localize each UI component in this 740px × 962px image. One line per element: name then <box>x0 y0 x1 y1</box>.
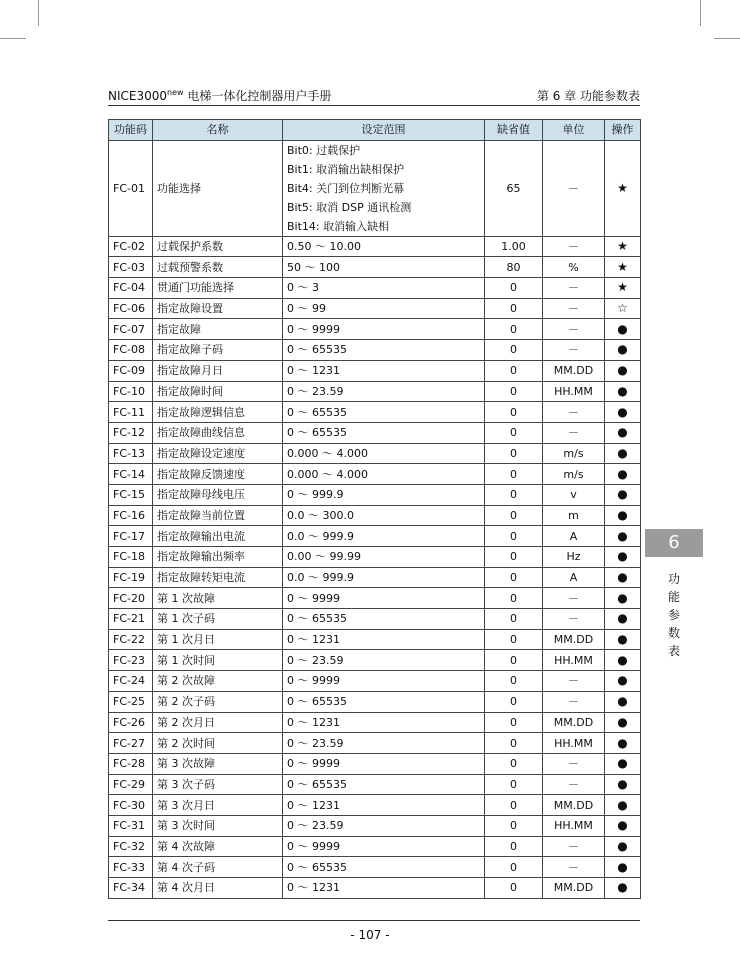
col-header-code: 功能码 <box>109 120 153 141</box>
table-row <box>109 340 641 361</box>
cell-op: ● <box>605 836 641 857</box>
cell-op: ● <box>605 443 641 464</box>
cell-code: FC-29 <box>109 774 153 795</box>
cell-unit: － <box>543 588 605 609</box>
cell-code: FC-33 <box>109 857 153 878</box>
cell-code: FC-09 <box>109 360 153 381</box>
cell-unit: HH.MM <box>543 815 605 836</box>
cell-range: 0 ～ 9999 <box>283 753 485 774</box>
cell-op: ● <box>605 567 641 588</box>
cell-default: 0 <box>485 815 543 836</box>
cell-default: 0 <box>485 402 543 423</box>
cell-unit: HH.MM <box>543 650 605 671</box>
crop-mark <box>700 0 701 26</box>
cell-unit: MM.DD <box>543 629 605 650</box>
cell-default: 1.00 <box>485 236 543 257</box>
cell-default: 0 <box>485 547 543 568</box>
cell-default: 0 <box>485 422 543 443</box>
cell-code: FC-07 <box>109 319 153 340</box>
cell-default: 0 <box>485 650 543 671</box>
cell-default: 0 <box>485 588 543 609</box>
chapter-title: 第 6 章 功能参数表 <box>536 89 640 103</box>
cell-unit: Hz <box>543 547 605 568</box>
cell-op: ● <box>605 319 641 340</box>
cell-name: 过载保护系数 <box>153 236 283 257</box>
crop-mark <box>38 0 39 26</box>
table-row <box>109 691 641 712</box>
cell-range <box>283 140 485 236</box>
cell-default: 0 <box>485 360 543 381</box>
table-row <box>109 443 641 464</box>
cell-code: FC-08 <box>109 340 153 361</box>
cell-range: 0 ～ 3 <box>283 278 485 299</box>
range-line: Bit4: 关门到位判断光幕 <box>287 181 405 195</box>
cell-unit: － <box>543 236 605 257</box>
cell-code: FC-03 <box>109 257 153 278</box>
col-header-range: 设定范围 <box>283 120 485 141</box>
cell-op: ● <box>605 402 641 423</box>
cell-op: ● <box>605 691 641 712</box>
cell-range: 0 ～ 9999 <box>283 836 485 857</box>
cell-code: FC-10 <box>109 381 153 402</box>
range-line: Bit5: 取消 DSP 通讯检测 <box>287 200 412 214</box>
cell-code: FC-28 <box>109 753 153 774</box>
cell-op: ● <box>605 547 641 568</box>
cell-code: FC-16 <box>109 505 153 526</box>
cell-unit: － <box>543 609 605 630</box>
cell-range: 0 ～ 1231 <box>283 878 485 899</box>
cell-range: 0 ～ 9999 <box>283 319 485 340</box>
cell-range: 0.0 ～ 300.0 <box>283 505 485 526</box>
cell-code: FC-23 <box>109 650 153 671</box>
table-row <box>109 712 641 733</box>
tab-label-char: 数 <box>667 626 680 640</box>
cell-name: 第 3 次子码 <box>153 774 283 795</box>
cell-name: 贯通门功能选择 <box>153 278 283 299</box>
cell-op: ● <box>605 857 641 878</box>
cell-default: 0 <box>485 278 543 299</box>
cell-range: 0 ～ 65535 <box>283 691 485 712</box>
table-row <box>109 650 641 671</box>
cell-code: FC-20 <box>109 588 153 609</box>
cell-range: 50 ～ 100 <box>283 257 485 278</box>
cell-code: FC-02 <box>109 236 153 257</box>
cell-name: 第 2 次时间 <box>153 733 283 754</box>
cell-range: 0 ～ 23.59 <box>283 650 485 671</box>
product-name: NICE3000 <box>108 89 168 103</box>
tab-label-char: 表 <box>667 644 680 658</box>
cell-code: FC-01 <box>109 140 153 236</box>
cell-default: 0 <box>485 319 543 340</box>
cell-op: ● <box>605 505 641 526</box>
cell-range: 0 ～ 9999 <box>283 671 485 692</box>
cell-unit: MM.DD <box>543 712 605 733</box>
cell-default: 0 <box>485 629 543 650</box>
cell-default: 0 <box>485 443 543 464</box>
cell-unit: － <box>543 753 605 774</box>
cell-op: ● <box>605 340 641 361</box>
cell-name: 第 3 次故障 <box>153 753 283 774</box>
cell-name: 第 3 次月日 <box>153 795 283 816</box>
table-row <box>109 878 641 899</box>
crop-mark <box>714 38 740 39</box>
cell-code: FC-15 <box>109 484 153 505</box>
table-row <box>109 422 641 443</box>
cell-name: 指定故障月日 <box>153 360 283 381</box>
parameter-table <box>108 119 641 899</box>
table-row <box>109 140 641 236</box>
cell-unit: MM.DD <box>543 878 605 899</box>
table-row <box>109 815 641 836</box>
cell-unit: m/s <box>543 443 605 464</box>
cell-default: 0 <box>485 609 543 630</box>
cell-code: FC-21 <box>109 609 153 630</box>
cell-default: 0 <box>485 795 543 816</box>
cell-unit: % <box>543 257 605 278</box>
table-row <box>109 795 641 816</box>
cell-range: 0 ～ 999.9 <box>283 484 485 505</box>
cell-unit: － <box>543 422 605 443</box>
cell-op: ● <box>605 733 641 754</box>
cell-unit: MM.DD <box>543 360 605 381</box>
range-line: Bit0: 过载保护 <box>287 143 361 157</box>
table-row <box>109 360 641 381</box>
range-line: Bit14: 取消输入缺相 <box>287 219 390 233</box>
cell-range: 0.000 ～ 4.000 <box>283 443 485 464</box>
cell-name: 第 4 次月日 <box>153 878 283 899</box>
cell-unit: － <box>543 402 605 423</box>
cell-op: ● <box>605 360 641 381</box>
table-row <box>109 484 641 505</box>
cell-name: 第 1 次故障 <box>153 588 283 609</box>
cell-op: ● <box>605 381 641 402</box>
cell-name: 第 1 次月日 <box>153 629 283 650</box>
table-row <box>109 753 641 774</box>
cell-default: 0 <box>485 733 543 754</box>
cell-unit: － <box>543 140 605 236</box>
table-row <box>109 547 641 568</box>
cell-op: ● <box>605 795 641 816</box>
table-row <box>109 505 641 526</box>
tab-label-char: 参 <box>667 608 680 622</box>
table-row <box>109 857 641 878</box>
cell-range: 0 ～ 1231 <box>283 360 485 381</box>
cell-default: 0 <box>485 671 543 692</box>
cell-range: 0.0 ～ 999.9 <box>283 567 485 588</box>
cell-code: FC-13 <box>109 443 153 464</box>
cell-default: 0 <box>485 340 543 361</box>
cell-unit: v <box>543 484 605 505</box>
chapter-tab-label <box>666 570 682 660</box>
cell-name: 第 2 次月日 <box>153 712 283 733</box>
cell-default: 0 <box>485 567 543 588</box>
cell-range: 0 ～ 23.59 <box>283 815 485 836</box>
cell-code: FC-14 <box>109 464 153 485</box>
cell-name: 指定故障当前位置 <box>153 505 283 526</box>
cell-name: 指定故障输出频率 <box>153 547 283 568</box>
cell-unit: A <box>543 526 605 547</box>
cell-op: ● <box>605 712 641 733</box>
page-header <box>108 87 640 105</box>
cell-range: 0 ～ 65535 <box>283 402 485 423</box>
cell-unit: － <box>543 671 605 692</box>
product-superscript: new <box>167 88 184 97</box>
range-line: Bit1: 取消输出缺相保护 <box>287 162 405 176</box>
cell-name: 指定故障设定速度 <box>153 443 283 464</box>
cell-range: 0 ～ 65535 <box>283 857 485 878</box>
manual-title-text: 电梯一体化控制器用户手册 <box>183 89 332 103</box>
cell-default: 0 <box>485 878 543 899</box>
cell-op: ★ <box>605 278 641 299</box>
cell-range: 0.50 ～ 10.00 <box>283 236 485 257</box>
cell-default: 0 <box>485 691 543 712</box>
cell-name: 过载预警系数 <box>153 257 283 278</box>
cell-range: 0 ～ 1231 <box>283 795 485 816</box>
crop-mark <box>0 38 26 39</box>
cell-code: FC-11 <box>109 402 153 423</box>
cell-code: FC-32 <box>109 836 153 857</box>
cell-range: 0 ～ 65535 <box>283 340 485 361</box>
table-row <box>109 236 641 257</box>
cell-name: 指定故障曲线信息 <box>153 422 283 443</box>
cell-name: 第 4 次故障 <box>153 836 283 857</box>
cell-op: ☆ <box>605 298 641 319</box>
cell-range: 0 ～ 65535 <box>283 609 485 630</box>
col-header-name: 名称 <box>153 120 283 141</box>
cell-range: 0 ～ 9999 <box>283 588 485 609</box>
table-row <box>109 464 641 485</box>
cell-op: ● <box>605 774 641 795</box>
cell-op: ● <box>605 526 641 547</box>
cell-unit: MM.DD <box>543 795 605 816</box>
table-row <box>109 298 641 319</box>
cell-op: ● <box>605 609 641 630</box>
cell-name: 指定故障 <box>153 319 283 340</box>
cell-op: ★ <box>605 140 641 236</box>
cell-range: 0 ～ 65535 <box>283 422 485 443</box>
table-row <box>109 567 641 588</box>
cell-range: 0 ～ 1231 <box>283 712 485 733</box>
cell-range: 0 ～ 1231 <box>283 629 485 650</box>
table-row <box>109 319 641 340</box>
cell-name: 指定故障输出电流 <box>153 526 283 547</box>
col-header-op: 操作 <box>605 120 641 141</box>
cell-range: 0.0 ～ 999.9 <box>283 526 485 547</box>
tab-label-char: 能 <box>667 590 680 604</box>
cell-op: ● <box>605 629 641 650</box>
cell-range: 0 ～ 23.59 <box>283 733 485 754</box>
cell-default: 0 <box>485 298 543 319</box>
cell-op: ● <box>605 464 641 485</box>
cell-default: 0 <box>485 505 543 526</box>
cell-name: 功能选择 <box>153 140 283 236</box>
table-row <box>109 609 641 630</box>
cell-range: 0 ～ 23.59 <box>283 381 485 402</box>
cell-name: 第 3 次时间 <box>153 815 283 836</box>
header-rule <box>108 105 640 106</box>
cell-op: ● <box>605 815 641 836</box>
cell-code: FC-30 <box>109 795 153 816</box>
cell-unit: － <box>543 278 605 299</box>
chapter-tab: 6 <box>645 529 703 557</box>
cell-code: FC-22 <box>109 629 153 650</box>
cell-default: 0 <box>485 753 543 774</box>
cell-name: 第 1 次时间 <box>153 650 283 671</box>
tab-label-char: 功 <box>667 572 680 586</box>
cell-unit: A <box>543 567 605 588</box>
cell-op: ● <box>605 650 641 671</box>
cell-range: 0 ～ 65535 <box>283 774 485 795</box>
cell-name: 第 2 次子码 <box>153 691 283 712</box>
cell-default: 0 <box>485 464 543 485</box>
cell-name: 指定故障子码 <box>153 340 283 361</box>
cell-unit: m <box>543 505 605 526</box>
cell-code: FC-27 <box>109 733 153 754</box>
cell-op: ● <box>605 422 641 443</box>
cell-name: 指定故障时间 <box>153 381 283 402</box>
cell-name: 第 1 次子码 <box>153 609 283 630</box>
cell-code: FC-26 <box>109 712 153 733</box>
cell-unit: － <box>543 857 605 878</box>
cell-code: FC-06 <box>109 298 153 319</box>
cell-op: ★ <box>605 236 641 257</box>
cell-code: FC-34 <box>109 878 153 899</box>
cell-unit: － <box>543 298 605 319</box>
cell-name: 指定故障逻辑信息 <box>153 402 283 423</box>
table-row <box>109 402 641 423</box>
cell-op: ● <box>605 588 641 609</box>
table-row <box>109 733 641 754</box>
cell-code: FC-04 <box>109 278 153 299</box>
cell-range: 0 ～ 99 <box>283 298 485 319</box>
table-row <box>109 381 641 402</box>
cell-name: 指定故障转矩电流 <box>153 567 283 588</box>
cell-code: FC-24 <box>109 671 153 692</box>
cell-code: FC-18 <box>109 547 153 568</box>
cell-range: 0.00 ～ 99.99 <box>283 547 485 568</box>
cell-unit: － <box>543 836 605 857</box>
cell-name: 指定故障反馈速度 <box>153 464 283 485</box>
cell-default: 65 <box>485 140 543 236</box>
table-row <box>109 257 641 278</box>
cell-range: 0.000 ～ 4.000 <box>283 464 485 485</box>
cell-code: FC-25 <box>109 691 153 712</box>
cell-default: 0 <box>485 836 543 857</box>
cell-code: FC-17 <box>109 526 153 547</box>
table-row <box>109 671 641 692</box>
cell-op: ● <box>605 878 641 899</box>
footer-rule <box>108 920 640 921</box>
cell-code: FC-12 <box>109 422 153 443</box>
table-row <box>109 588 641 609</box>
cell-name: 第 2 次故障 <box>153 671 283 692</box>
cell-default: 0 <box>485 774 543 795</box>
table-row <box>109 526 641 547</box>
cell-op: ● <box>605 753 641 774</box>
cell-unit: m/s <box>543 464 605 485</box>
cell-unit: － <box>543 319 605 340</box>
cell-unit: － <box>543 340 605 361</box>
cell-op: ★ <box>605 257 641 278</box>
cell-default: 0 <box>485 484 543 505</box>
cell-default: 0 <box>485 857 543 878</box>
cell-name: 指定故障设置 <box>153 298 283 319</box>
cell-name: 指定故障母线电压 <box>153 484 283 505</box>
cell-code: FC-31 <box>109 815 153 836</box>
table-row <box>109 278 641 299</box>
cell-default: 0 <box>485 526 543 547</box>
col-header-default: 缺省值 <box>485 120 543 141</box>
cell-unit: HH.MM <box>543 733 605 754</box>
cell-name: 第 4 次子码 <box>153 857 283 878</box>
cell-op: ● <box>605 671 641 692</box>
cell-default: 0 <box>485 381 543 402</box>
page-number: - 107 - <box>350 928 390 942</box>
cell-op: ● <box>605 484 641 505</box>
cell-unit: － <box>543 691 605 712</box>
manual-title <box>108 87 331 104</box>
table-row <box>109 836 641 857</box>
table-header-row <box>109 120 641 141</box>
table-row <box>109 629 641 650</box>
table-row <box>109 774 641 795</box>
col-header-unit: 单位 <box>543 120 605 141</box>
cell-code: FC-19 <box>109 567 153 588</box>
cell-unit: － <box>543 774 605 795</box>
cell-default: 0 <box>485 712 543 733</box>
cell-unit: HH.MM <box>543 381 605 402</box>
cell-default: 80 <box>485 257 543 278</box>
